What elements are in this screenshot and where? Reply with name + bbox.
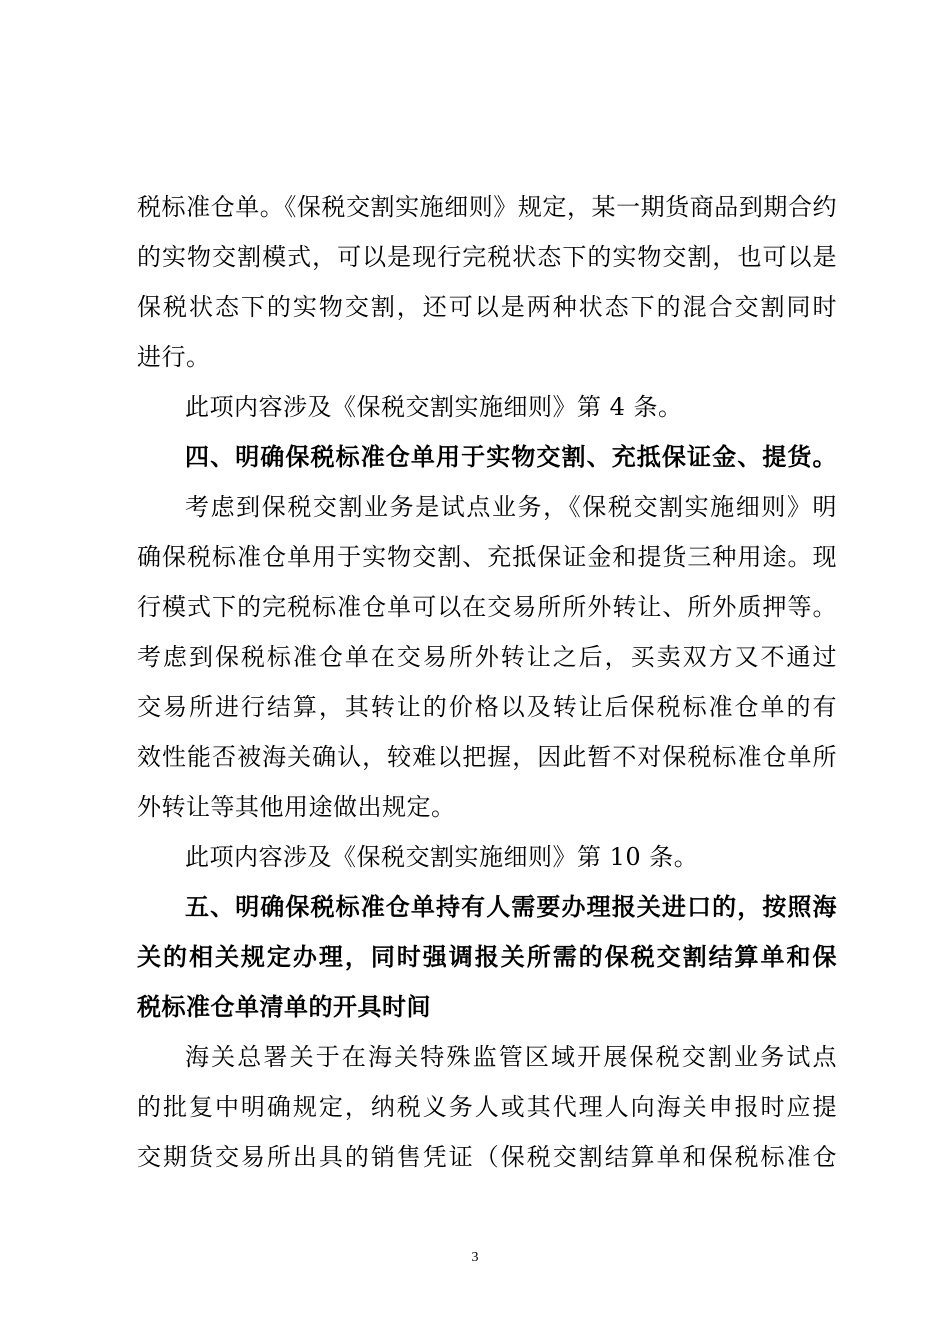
reference-note: 此项内容涉及《保税交割实施细则》第 4 条。 xyxy=(185,393,683,421)
section-heading-5-cont: 关的相关规定办理，同时强调报关所需的保税交割结算单和保 xyxy=(137,942,837,971)
paragraph-line: 效性能否被海关确认，较难以把握，因此暂不对保税标准仓单所 xyxy=(137,743,837,771)
paragraph-line: 交期货交易所出具的销售凭证（保税交割结算单和保税标准仓 xyxy=(137,1143,837,1171)
paragraph-line: 税标准仓单。《保税交割实施细则》规定，某一期货商品到期合约 xyxy=(137,193,837,221)
paragraph-line: 确保税标准仓单用于实物交割、充抵保证金和提货三种用途。现 xyxy=(137,543,837,571)
paragraph-line: 的实物交割模式，可以是现行完税状态下的实物交割，也可以是 xyxy=(137,243,837,271)
paragraph-line: 的批复中明确规定，纳税义务人或其代理人向海关申报时应提 xyxy=(137,1093,837,1121)
paragraph-line: 考虑到保税交割业务是试点业务，《保税交割实施细则》明 xyxy=(185,493,837,521)
reference-note: 此项内容涉及《保税交割实施细则》第 10 条。 xyxy=(185,843,699,871)
paragraph-line: 外转让等其他用途做出规定。 xyxy=(137,793,456,821)
paragraph-line: 行模式下的完税标准仓单可以在交易所所外转让、所外质押等。 xyxy=(137,593,837,621)
document-body xyxy=(137,182,837,1182)
paragraph-line: 保税状态下的实物交割，还可以是两种状态下的混合交割同时 xyxy=(137,293,837,321)
section-heading-5-cont: 税标准仓单清单的开具时间 xyxy=(137,992,431,1021)
paragraph-line: 海关总署关于在海关特殊监管区域开展保税交割业务试点 xyxy=(185,1043,837,1071)
section-heading-5: 五、明确保税标准仓单持有人需要办理报关进口的，按照海 xyxy=(185,892,837,921)
paragraph-line: 考虑到保税标准仓单在交易所外转让之后，买卖双方又不通过 xyxy=(137,643,837,671)
paragraph-line: 交易所进行结算，其转让的价格以及转让后保税标准仓单的有 xyxy=(137,693,837,721)
page-number: 3 xyxy=(471,1250,479,1265)
section-heading-4: 四、明确保税标准仓单用于实物交割、充抵保证金、提货。 xyxy=(185,442,837,471)
paragraph-line: 进行。 xyxy=(137,343,211,371)
